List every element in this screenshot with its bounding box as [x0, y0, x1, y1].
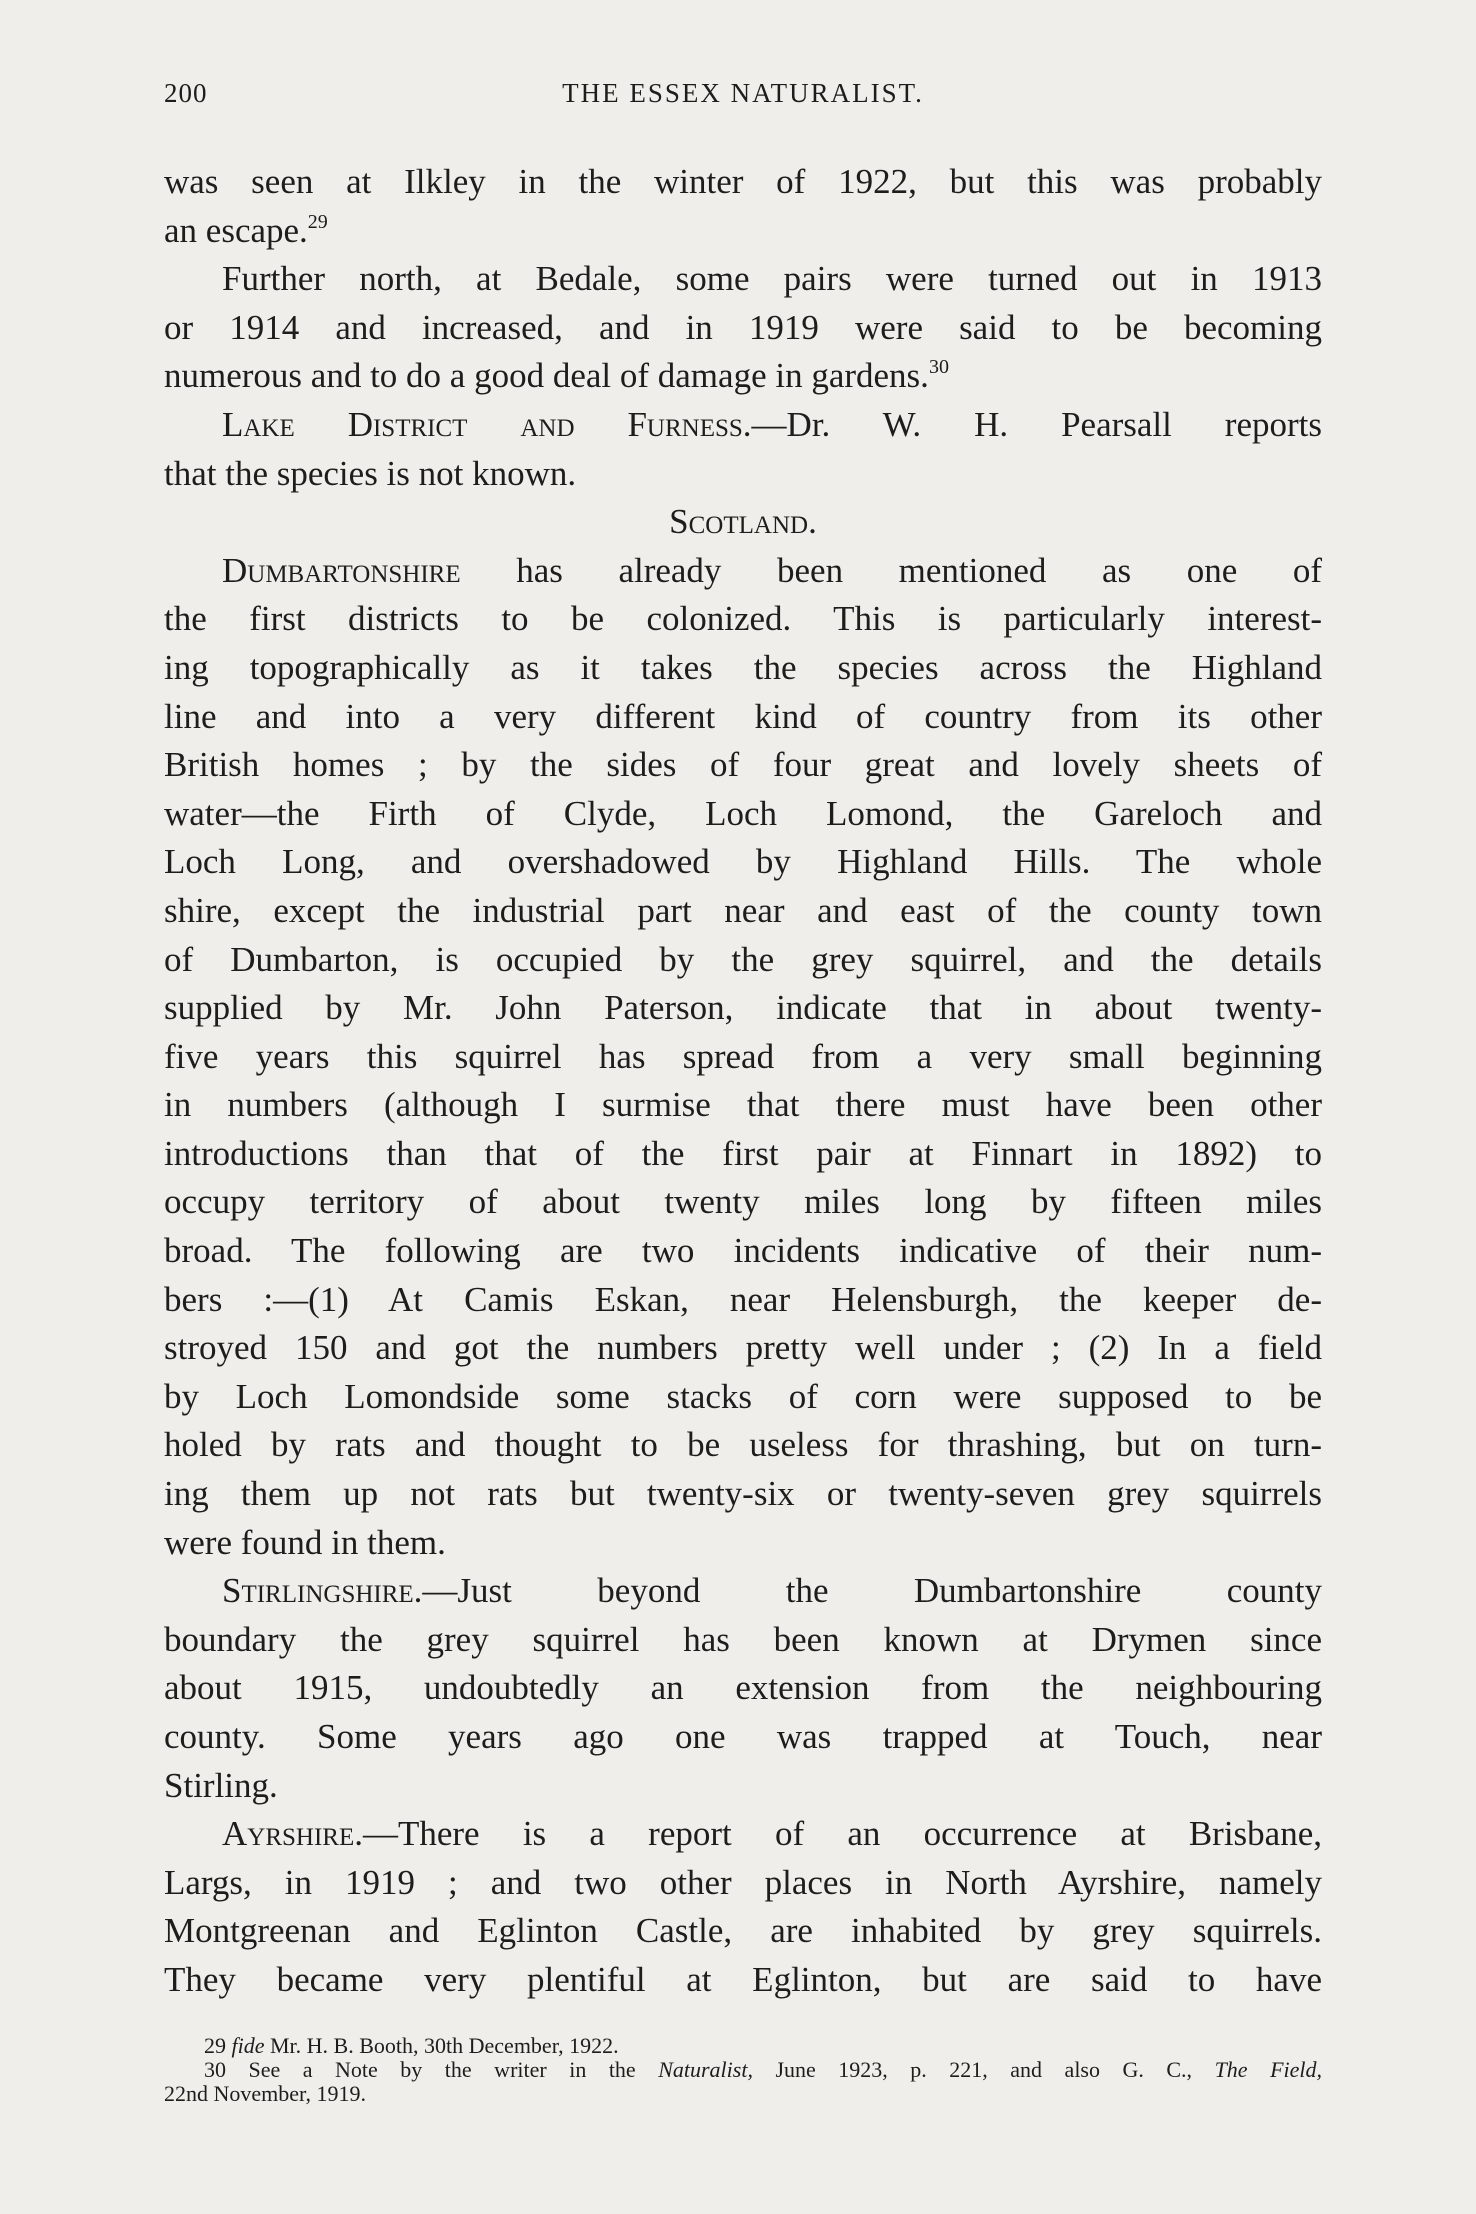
line-text: by Loch Lomondside some stacks of corn were supposed to be [164, 1376, 1322, 1416]
footnote-marker: 30 [928, 356, 949, 379]
text-line [164, 693, 1322, 742]
footnote-line [164, 2058, 1322, 2082]
line-text: bers :—(1) At Camis Eskan, near Helensburgh, the keeper de- [164, 1279, 1322, 1319]
running-title: THE ESSEX NATURALIST. [562, 78, 924, 108]
line-text: broad. The following are two incidents indicative of their num- [164, 1231, 1322, 1271]
line-text: ing topographically as it takes the species across the Highland [164, 647, 1322, 687]
line-text: was seen at Ilkley in the winter of 1922, but this was probably [164, 162, 1322, 201]
line-text: British homes ; by the sides of four great and lovely sheets of [164, 745, 1322, 785]
text-line [164, 1033, 1322, 1082]
text-line [164, 1227, 1322, 1276]
text-line [164, 1762, 1322, 1811]
text-line [164, 1907, 1322, 1956]
text-line [164, 207, 1322, 256]
text-line [164, 1519, 1322, 1568]
section-heading: Dumbartonshire [222, 550, 461, 590]
text-line [164, 1713, 1322, 1762]
footnote-text: 30 See a Note by the writer in the [204, 2057, 659, 2082]
line-text: about 1915, undoubtedly an extension from the neighbouring [164, 1668, 1322, 1708]
text-line [164, 401, 1322, 450]
text-line [164, 1859, 1322, 1908]
line-text: water—the Firth of Clyde, Loch Lomond, the Gareloch and [164, 793, 1322, 833]
text-line [164, 838, 1322, 887]
line-text: Loch Long, and overshadowed by Highland Hills. The whole [164, 842, 1322, 882]
text-line [164, 936, 1322, 985]
line-text: They became very plentiful at Eglinton, but are said to have [164, 1959, 1322, 1999]
text-line [164, 1956, 1322, 2005]
section-heading: Ayrshire. [222, 1814, 363, 1854]
footnote-text: 29 [204, 2033, 232, 2058]
text-line [164, 1616, 1322, 1665]
text-line [164, 984, 1322, 1033]
footnote-line [164, 2082, 1322, 2106]
line-text: five years this squirrel has spread from a very small beginning [164, 1036, 1322, 1076]
text-line [164, 304, 1322, 353]
line-text: —There is a report of an occurrence at Brisbane, [362, 1814, 1322, 1854]
line-text: Montgreenan and Eglinton Castle, are inhabited by grey squirrels. [164, 1911, 1322, 1951]
line-text: the first districts to be colonized. This is particularly interest- [164, 599, 1322, 639]
footnote-line [164, 2034, 1322, 2058]
section-heading: Lake District and Furness. [222, 404, 752, 444]
text-line [164, 1276, 1322, 1325]
text-line [164, 1178, 1322, 1227]
text-line [164, 741, 1322, 790]
footnote-italic: fide [231, 2033, 265, 2058]
line-text: county. Some years ago one was trapped at Touch, near [164, 1717, 1322, 1756]
body-text [164, 158, 1322, 2005]
text-line [164, 1373, 1322, 1422]
line-text: Largs, in 1919 ; and two other places in North Ayrshire, namely [164, 1862, 1322, 1902]
line-text: has already been mentioned as one of [460, 550, 1322, 590]
line-text: introductions than that of the first pair at Finnart in 1892) to [164, 1133, 1322, 1173]
line-text: or 1914 and increased, and in 1919 were said to be becoming [164, 307, 1322, 347]
text-line [164, 1324, 1322, 1373]
text-line [164, 547, 1322, 596]
text-line [164, 158, 1322, 207]
page-header [164, 78, 1322, 118]
footnotes [164, 2034, 1322, 2106]
line-text: numerous and to do a good deal of damage in gardens. [164, 356, 929, 396]
text-line [164, 1081, 1322, 1130]
line-text: of Dumbarton, is occupied by the grey squirrel, and the details [164, 939, 1322, 979]
page-number: 200 [164, 78, 208, 108]
line-text: ing them up not rats but twenty-six or twenty-seven grey squirrels [164, 1474, 1322, 1514]
text-line [164, 498, 1322, 547]
text-line [164, 1421, 1322, 1470]
line-text: shire, except the industrial part near and east of the county town [164, 890, 1322, 930]
line-text: —Dr. W. H. Pearsall reports [751, 404, 1322, 444]
text-line [164, 1567, 1322, 1616]
text-line [164, 644, 1322, 693]
section-heading: Scotland. [669, 502, 817, 542]
line-text: boundary the grey squirrel has been known at Drymen since [164, 1619, 1322, 1659]
line-text: an escape. [164, 210, 308, 250]
section-heading: Stirlingshire. [222, 1571, 423, 1611]
footnote-italic: The Field, [1214, 2057, 1322, 2082]
text-line [164, 255, 1322, 304]
footnote-text: Mr. H. B. Booth, 30th December, 1922. [264, 2033, 619, 2058]
line-text: Further north, at Bedale, some pairs were turned out in 1913 [222, 259, 1322, 299]
footnote-marker: 29 [307, 210, 328, 233]
line-text: were found in them. [164, 1522, 446, 1562]
footnote-text: June 1923, p. 221, and also G. C., [752, 2057, 1215, 2082]
line-text: supplied by Mr. John Paterson, indicate that in about twenty- [164, 988, 1322, 1028]
line-text: Stirling. [164, 1765, 278, 1805]
line-text: occupy territory of about twenty miles long by fifteen miles [164, 1182, 1322, 1222]
footnote-italic: Naturalist, [658, 2057, 753, 2082]
text-line [164, 1470, 1322, 1519]
line-text: holed by rats and thought to be useless for thrashing, but on turn- [164, 1425, 1322, 1465]
line-text: that the species is not known. [164, 453, 577, 493]
text-line [164, 595, 1322, 644]
line-text: —Just beyond the Dumbartonshire county [422, 1571, 1322, 1611]
text-line [164, 1130, 1322, 1179]
line-text: line and into a very different kind of country from its other [164, 696, 1322, 736]
line-text: stroyed 150 and got the numbers pretty well under ; (2) In a field [164, 1328, 1322, 1368]
text-line [164, 352, 1322, 401]
line-text: in numbers (although I surmise that there must have been other [164, 1085, 1322, 1125]
text-line [164, 1810, 1322, 1859]
text-line [164, 1664, 1322, 1713]
text-line [164, 887, 1322, 936]
text-line [164, 450, 1322, 499]
text-line [164, 790, 1322, 839]
footnote-text: 22nd November, 1919. [164, 2081, 366, 2106]
